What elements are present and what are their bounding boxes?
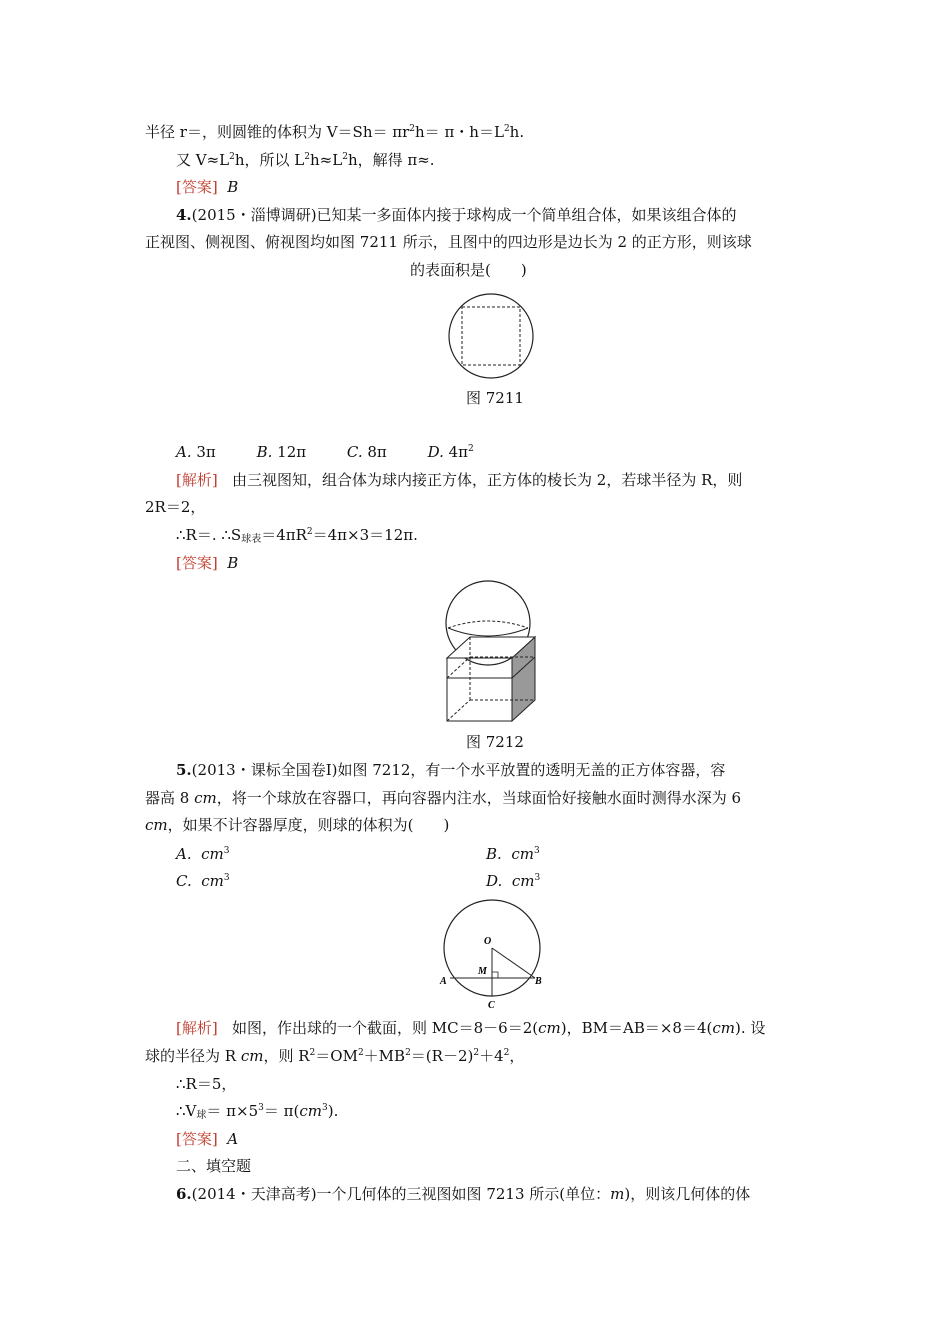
answer-4: [答案] B: [176, 554, 239, 572]
solution-5-line-4: $\therefore V_球= \pi\times 5^3= \pi(cm^3)$.: [176, 1102, 339, 1121]
figure-7211-caption: 图 7211: [466, 389, 524, 407]
question-5-line-2: 器高 8 cm，将一个球放在容器口，再向容器内注水，当球面恰好接触水面时测得水深为 6: [145, 789, 742, 807]
answer-3: [答案] B: [176, 178, 239, 196]
solution-4-line-2: 2R＝2，: [145, 498, 206, 516]
right-angle-mark: [492, 972, 498, 978]
figure-7212: [440, 580, 540, 722]
label-m: M: [478, 966, 487, 977]
solution-4-line-3: ∴R＝. $\therefore S_{球表}=4\pi R^2=4\pi\times 3=12\pi$.: [176, 526, 418, 545]
text-line-2: 又 $V\approx L^2h$，所以 $L^2h\approx L^2h$，解得 π≈.: [176, 151, 435, 169]
question-4-line-3: 的表面积是( ): [410, 261, 527, 279]
solution-5-line-3: ∴R＝5，: [176, 1075, 237, 1093]
section-heading-fill-in: 二、填空题: [176, 1157, 252, 1175]
figure-7212-caption: 图 7212: [466, 733, 524, 751]
inner-square: [462, 307, 520, 365]
solution-4-line-1: [解析] 由三视图知，组合体为球内接正方体，正方体的棱长为 2，若球半径为 R，则: [176, 471, 743, 489]
question-6-line-1: 6.(2014・天津高考)一个几何体的三视图如图 7213 所示(单位：m)，则该几何体的体: [176, 1185, 751, 1203]
label-b: B: [535, 976, 542, 987]
question-4-line-1: 4.(2015・淄博调研)已知某一多面体内接于球构成一个简单组合体，如果该组合体的: [176, 206, 737, 224]
question-5-option-b: B. $cm^3$: [486, 845, 540, 863]
ball-equator-front: [448, 628, 528, 636]
segment-ob: [492, 948, 535, 978]
label-o: O: [484, 936, 492, 947]
question-5-line-1: 5.(2013・课标全国卷Ⅰ)如图 7212，有一个水平放置的透明无盖的正方体容器，容: [176, 761, 726, 779]
question-5-option-d: D. $cm^3$: [486, 872, 541, 890]
ball-equator-back: [448, 621, 528, 628]
question-5-option-a: A. $cm^3$: [176, 845, 230, 863]
question-5-line-3: cm，如果不计容器厚度，则球的体积为( ): [145, 816, 450, 834]
solution-5-line-1: [解析] 如图，作出球的一个截面，则 MC＝8－6＝2(cm)，BM＝AB＝×8＝4(cm). 设: [176, 1019, 766, 1037]
solution-5-line-2: 球的半径为 R cm，则 $R^2=OM^2+MB^2=(R-2)^2+4^2$，: [145, 1047, 525, 1065]
label-a: A: [440, 976, 447, 987]
question-4-line-2: 正视图、侧视图、俯视图均如图 7211 所示，且图中的四边形是边长为 2 的正方形，则该球: [145, 233, 752, 251]
figure-sphere-section: [438, 898, 548, 1010]
question-4-options: A. 3π B. 12π C. 8π D. $4\pi^2$: [176, 443, 474, 461]
cube-front-face: [447, 658, 512, 721]
question-5-option-c: C. $cm^3$: [176, 872, 230, 890]
answer-5: [答案] A: [176, 1130, 239, 1148]
label-c: C: [488, 1000, 495, 1011]
text-line-1: 半径 r＝，则圆锥的体积为 $V=Sh= \pi r^2h= \pi$・$h=L^2h$.: [145, 123, 525, 141]
figure-7211: [447, 293, 537, 383]
